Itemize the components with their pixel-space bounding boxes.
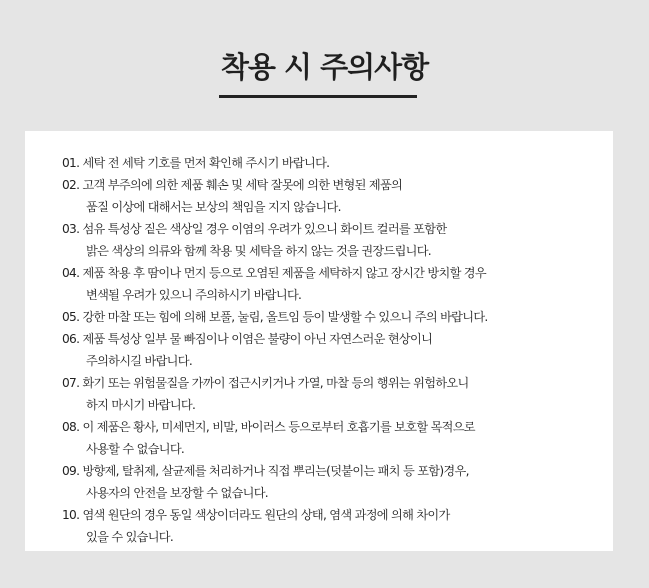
notice-line-continued: 있을 수 있습니다. bbox=[86, 530, 174, 544]
notice-panel bbox=[25, 131, 613, 551]
notice-line-continued: 밝은 색상의 의류와 함께 착용 및 세탁을 하지 않는 것을 권장드립니다. bbox=[86, 244, 431, 258]
notice-item-09 bbox=[62, 460, 488, 504]
title-underline bbox=[219, 95, 417, 98]
notice-line: 01. 세탁 전 세탁 기호를 먼저 확인해 주시기 바랍니다. bbox=[62, 156, 330, 170]
notice-line: 06. 제품 특성상 일부 물 빠짐이나 이염은 불량이 아닌 자연스러운 현상이니 bbox=[62, 332, 433, 346]
notice-line-continued: 변색될 우려가 있으니 주의하시기 바랍니다. bbox=[86, 288, 302, 302]
notice-item-08 bbox=[62, 416, 488, 460]
notice-line-continued: 사용자의 안전을 보장할 수 없습니다. bbox=[86, 486, 268, 500]
notice-line: 02. 고객 부주의에 의한 제품 훼손 및 세탁 잘못에 의한 변형된 제품의 bbox=[62, 178, 403, 192]
notice-item-04 bbox=[62, 262, 488, 306]
notice-item-10 bbox=[62, 504, 488, 548]
notice-line-continued: 사용할 수 없습니다. bbox=[86, 442, 185, 456]
notice-item-02 bbox=[62, 174, 488, 218]
notice-line: 03. 섬유 특성상 짙은 색상일 경우 이염의 우려가 있으니 화이트 컬러를 포함한 bbox=[62, 222, 447, 236]
notice-line: 05. 강한 마찰 또는 힘에 의해 보풀, 눌림, 올트임 등이 발생할 수 있으니 주의 바랍니다. bbox=[62, 310, 488, 324]
notice-list bbox=[62, 152, 488, 548]
notice-item-01 bbox=[62, 152, 488, 174]
notice-line: 08. 이 제품은 황사, 미세먼지, 비말, 바이러스 등으로부터 호흡기를 보호할 목적으로 bbox=[62, 420, 475, 434]
notice-line-continued: 하지 마시기 바랍니다. bbox=[86, 398, 196, 412]
notice-line-continued: 품질 이상에 대해서는 보상의 책임을 지지 않습니다. bbox=[86, 200, 341, 214]
notice-line: 09. 방향제, 탈취제, 살균제를 처리하거나 직접 뿌리는(덧붙이는 패치 등 포함)경우, bbox=[62, 464, 469, 478]
page-title: 착용 시 주의사항 bbox=[220, 50, 429, 84]
notice-line: 04. 제품 착용 후 땀이나 먼지 등으로 오염된 제품을 세탁하지 않고 장시간 방치할 경우 bbox=[62, 266, 486, 280]
notice-line-continued: 주의하시길 바랍니다. bbox=[86, 354, 193, 368]
notice-line: 07. 화기 또는 위험물질을 가까이 접근시키거나 가열, 마찰 등의 행위는 위험하오니 bbox=[62, 376, 469, 390]
notice-item-06 bbox=[62, 328, 488, 372]
notice-item-03 bbox=[62, 218, 488, 262]
notice-item-07 bbox=[62, 372, 488, 416]
notice-item-05 bbox=[62, 306, 488, 328]
notice-line: 10. 염색 원단의 경우 동일 색상이더라도 원단의 상태, 염색 과정에 의해 차이가 bbox=[62, 508, 450, 522]
